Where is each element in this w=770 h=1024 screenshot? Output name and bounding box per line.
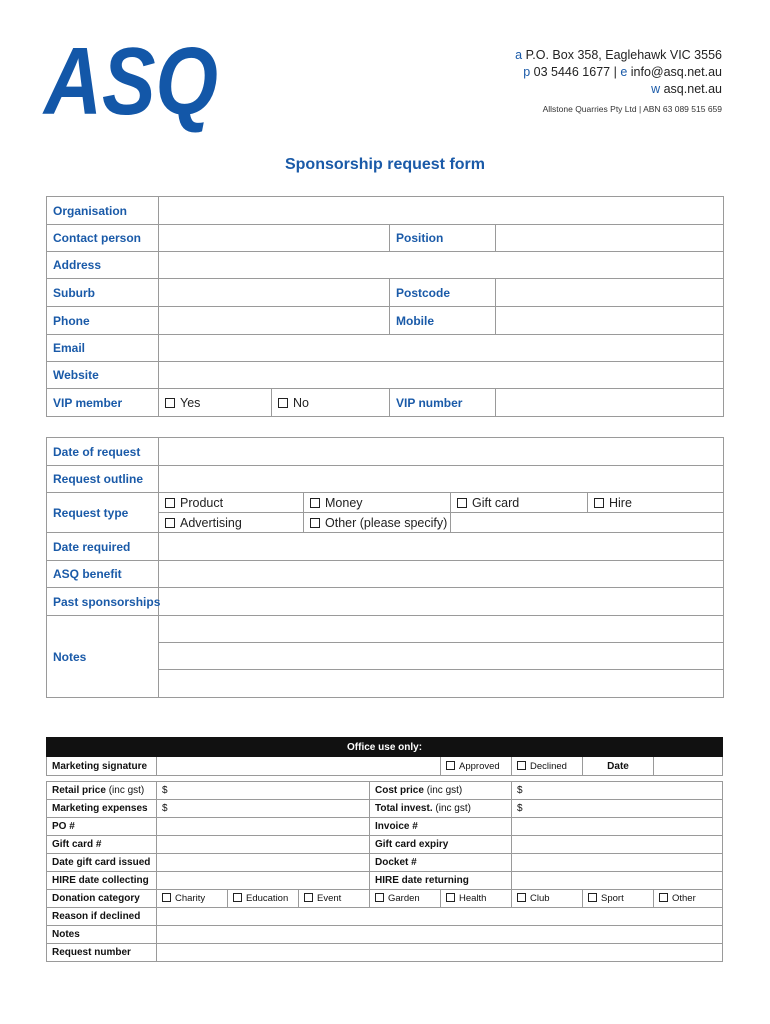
type-money-checkbox[interactable]: Money [304,493,451,513]
office-notes-field[interactable] [157,926,723,944]
marketing-signature-label: Marketing signature [47,757,157,776]
docket-label: Docket # [370,854,512,872]
retail-price-label: Retail price (inc gst) [47,782,157,800]
type-other-checkbox[interactable]: Other (please specify) [304,513,451,533]
checkbox-icon [588,893,597,902]
checkbox-icon [457,498,467,508]
checkbox-icon [278,398,288,408]
notes-line-3[interactable] [159,670,724,698]
contact-person-field[interactable] [159,225,390,252]
website-label: Website [47,362,159,389]
hire-date-returning-field[interactable] [512,872,723,890]
checkbox-icon [375,893,384,902]
address-line: a P.O. Box 358, Eaglehawk VIC 3556 [515,48,722,62]
office-use-header: Office use only: [47,738,723,757]
suburb-field[interactable] [159,279,390,307]
category-education-checkbox[interactable]: Education [228,890,299,908]
request-type-label: Request type [47,493,159,533]
vip-number-label: VIP number [390,389,496,417]
date-gift-card-issued-label: Date gift card issued [47,854,157,872]
organisation-label: Organisation [47,197,159,225]
request-number-field[interactable] [157,944,723,962]
checkbox-icon [165,498,175,508]
retail-price-field[interactable]: $ [157,782,370,800]
contact-block [515,47,722,118]
checkbox-icon [165,398,175,408]
gift-card-expiry-label: Gift card expiry [370,836,512,854]
hire-date-collecting-field[interactable] [157,872,370,890]
invoice-field[interactable] [512,818,723,836]
applicant-details-table [46,196,724,417]
position-label: Position [390,225,496,252]
phone-email-line: p 03 5446 1677 | e info@asq.net.au [523,65,722,79]
vip-yes-checkbox[interactable]: Yes [159,389,272,417]
asq-benefit-label: ASQ benefit [47,561,159,588]
address-field[interactable] [159,252,724,279]
vip-no-checkbox[interactable]: No [272,389,390,417]
phone-label: Phone [47,307,159,335]
asq-benefit-field[interactable] [159,561,724,588]
po-label: PO # [47,818,157,836]
notes-line-2[interactable] [159,643,724,670]
docket-field[interactable] [512,854,723,872]
request-outline-label: Request outline [47,466,159,493]
phone-field[interactable] [159,307,390,335]
gift-card-expiry-field[interactable] [512,836,723,854]
marketing-signature-field[interactable] [157,757,441,776]
category-garden-checkbox[interactable]: Garden [370,890,441,908]
gift-card-label: Gift card # [47,836,157,854]
company-line: Allstone Quarries Pty Ltd | ABN 63 089 515 659 [542,104,722,114]
position-field[interactable] [496,225,724,252]
logo-text: ASQ [42,28,218,135]
type-gift-card-checkbox[interactable]: Gift card [451,493,588,513]
category-charity-checkbox[interactable]: Charity [157,890,228,908]
hire-date-collecting-label: HIRE date collecting [47,872,157,890]
date-required-label: Date required [47,533,159,561]
reason-if-declined-label: Reason if declined [47,908,157,926]
marketing-expenses-field[interactable]: $ [157,800,370,818]
type-advertising-checkbox[interactable]: Advertising [159,513,304,533]
checkbox-icon [594,498,604,508]
notes-label: Notes [47,616,159,698]
declined-checkbox[interactable]: Declined [512,757,583,776]
organisation-field[interactable] [159,197,724,225]
vip-member-label: VIP member [47,389,159,417]
mobile-field[interactable] [496,307,724,335]
hire-date-returning-label: HIRE date returning [370,872,512,890]
cost-price-field[interactable]: $ [512,782,723,800]
checkbox-icon [517,893,526,902]
total-invest-field[interactable]: $ [512,800,723,818]
checkbox-icon [304,893,313,902]
category-health-checkbox[interactable]: Health [441,890,512,908]
type-product-checkbox[interactable]: Product [159,493,304,513]
checkbox-icon [659,893,668,902]
po-field[interactable] [157,818,370,836]
category-other-checkbox[interactable]: Other [654,890,723,908]
checkbox-icon [162,893,171,902]
email-label: Email [47,335,159,362]
date-field[interactable] [654,757,723,776]
suburb-label: Suburb [47,279,159,307]
contact-person-label: Contact person [47,225,159,252]
page-title: Sponsorship request form [284,156,486,173]
category-event-checkbox[interactable]: Event [299,890,370,908]
date-of-request-label: Date of request [47,438,159,466]
checkbox-icon [446,761,455,770]
past-sponsorships-field[interactable] [159,588,724,616]
checkbox-icon [233,893,242,902]
reason-if-declined-field[interactable] [157,908,723,926]
postcode-field[interactable] [496,279,724,307]
request-outline-field[interactable] [159,466,724,493]
website-field[interactable] [159,362,724,389]
mobile-label: Mobile [390,307,496,335]
vip-number-field[interactable] [496,389,724,417]
date-required-field[interactable] [159,533,724,561]
total-invest-label: Total invest. (inc gst) [370,800,512,818]
asq-logo [40,28,222,135]
category-sport-checkbox[interactable]: Sport [583,890,654,908]
checkbox-icon [165,518,175,528]
donation-category-label: Donation category [47,890,157,908]
postcode-label: Postcode [390,279,496,307]
date-of-request-field[interactable] [159,438,724,466]
type-hire-checkbox[interactable]: Hire [588,493,724,513]
date-gift-card-issued-field[interactable] [157,854,370,872]
type-spacer [451,513,724,533]
notes-line-1[interactable] [159,616,724,643]
request-number-label: Request number [47,944,157,962]
address-label: Address [47,252,159,279]
office-notes-label: Notes [47,926,157,944]
checkbox-icon [310,518,320,528]
approved-checkbox[interactable]: Approved [441,757,512,776]
checkbox-icon [517,761,526,770]
date-label: Date [583,757,654,776]
category-club-checkbox[interactable]: Club [512,890,583,908]
office-use-table [46,737,723,962]
past-sponsorships-label: Past sponsorships [47,588,159,616]
checkbox-icon [310,498,320,508]
web-line: w asq.net.au [651,82,722,96]
marketing-expenses-label: Marketing expenses [47,800,157,818]
checkbox-icon [446,893,455,902]
cost-price-label: Cost price (inc gst) [370,782,512,800]
email-field[interactable] [159,335,724,362]
invoice-label: Invoice # [370,818,512,836]
request-details-table [46,437,724,698]
gift-card-field[interactable] [157,836,370,854]
